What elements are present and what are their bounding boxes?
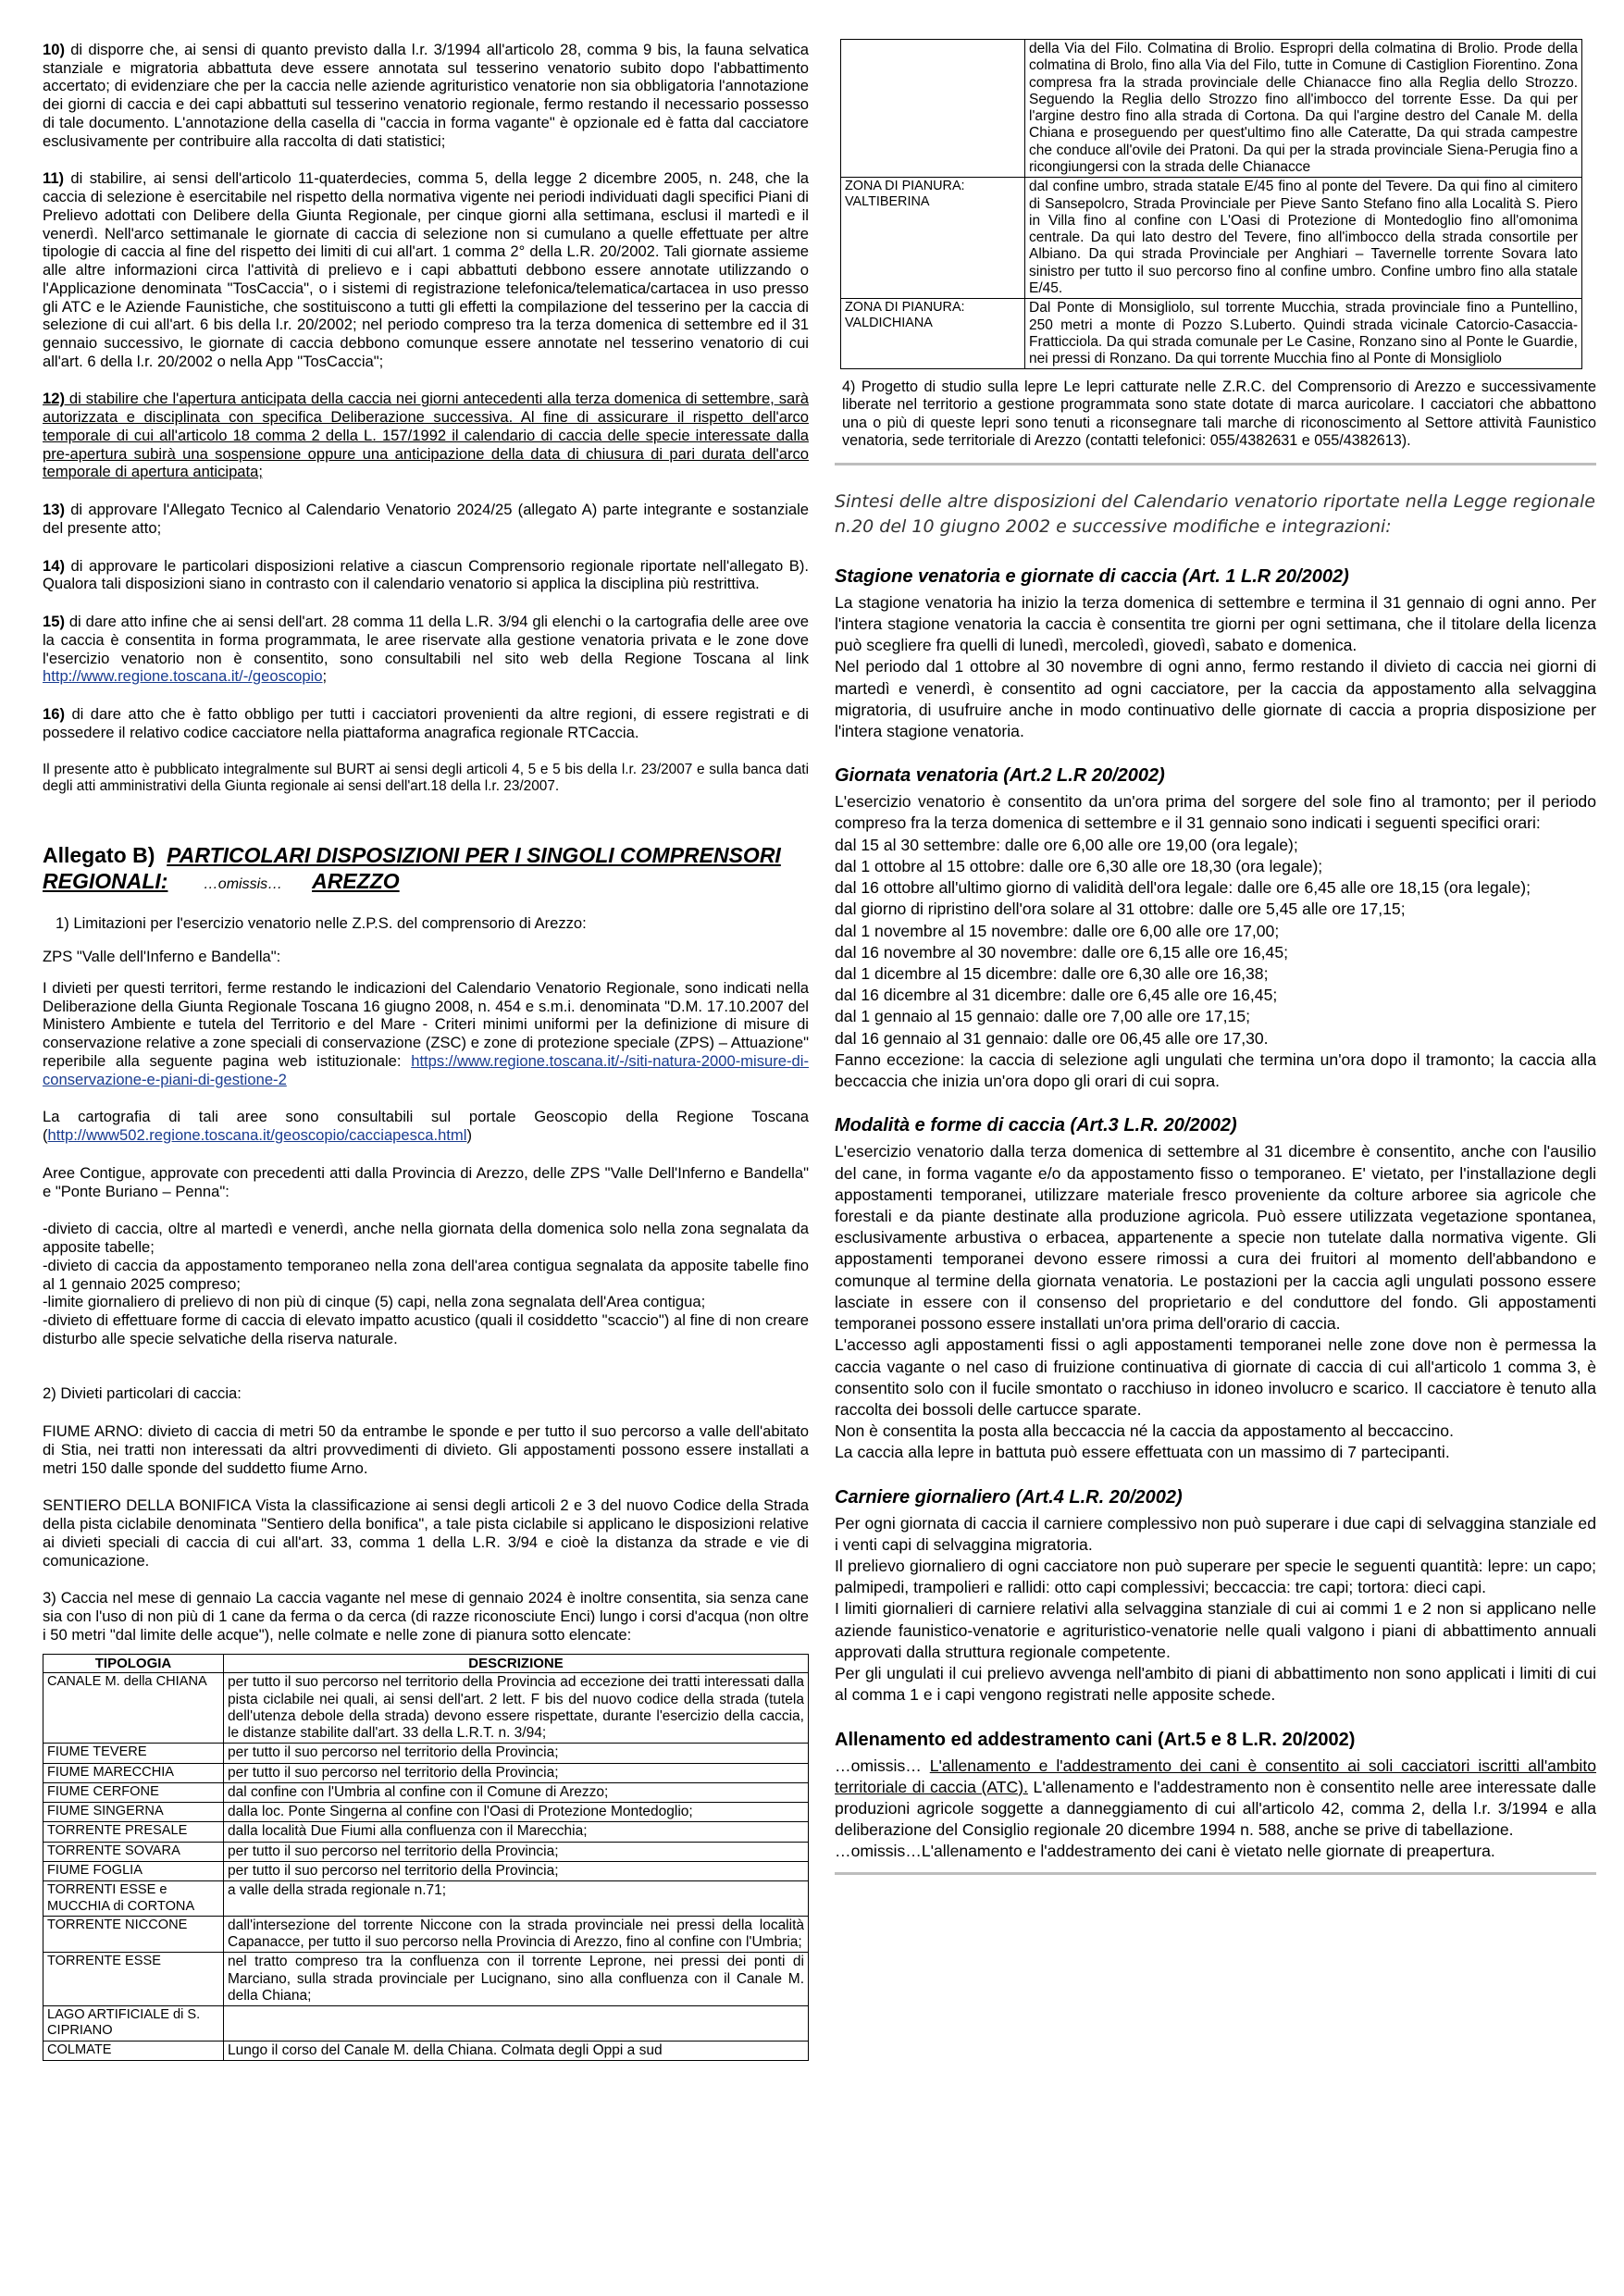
cell-tipologia: ZONA DI PIANURA: VALTIBERINA xyxy=(841,178,1025,299)
table-row xyxy=(841,299,1582,369)
zps-name: ZPS "Valle dell'Inferno e Bandella": xyxy=(43,948,281,966)
cartografia-text: La cartografia di tali aree sono consultabili sul portale Geoscopio della Regione Toscana (http://www502.regione.toscana.it/geoscopio/cacciapesca.html) xyxy=(43,1108,809,1145)
list-item: -divieto di caccia, oltre al martedì e venerdì, anche nella giornata della domenica solo nella zona segnalata da apposite tabelle; xyxy=(43,1220,809,1257)
section-text: I limiti giornalieri di carniere relativi alla selvaggina stanziale di cui ai commi 1 e 2 non si applicano nelle aziende faunistico-venatorie e agrituristico-venatorie nelle quali valgono i piani di abbattimento annuali approvati dalla struttura regionale competente. xyxy=(835,1599,1596,1661)
cell-descrizione: dall'intersezione del torrente Niccone con la strada provinciale nei pressi della località Capanacce, per tutto il suo percorso nella Provincia di Arezzo, fino al confine con l'Umbria; xyxy=(224,1916,809,1953)
cell-descrizione: per tutto il suo percorso nel territorio della Provincia; xyxy=(224,1842,809,1861)
list-item: -limite giornaliero di prelievo di non più di cinque (5) capi, nella zona segnalata dell'Area contigua; xyxy=(43,1293,706,1311)
header-descrizione: DESCRIZIONE xyxy=(224,1654,809,1673)
cell-descrizione: per tutto il suo percorso nel territorio della Provincia ad eccezione dei tratti interessati dalla pista ciclabile nei quali, ai sensi dell'art. 2 lett. F bis del nuovo codice della strada (tutela dell'utenza debole della strada) devono essere rispettate, durante l'esercizio della caccia, le distanze stabilite dall'art. 33 della L.R.T. n. 3/94; xyxy=(224,1673,809,1744)
table-row xyxy=(43,1803,809,1822)
section-text: La stagione venatoria ha inizio la terza domenica di settembre e termina il 31 gennaio di ogni anno. Per l'intera stagione venatoria la caccia è consentita tre giorni per ogni settimana, che il titolare della licenza può scegliere fra quelli di lunedì, mercoledì, giovedì, sabato e domenica. xyxy=(835,592,1596,655)
section-stagione xyxy=(835,565,1596,743)
cell-tipologia: TORRENTE ESSE xyxy=(43,1953,224,2006)
table-row xyxy=(43,2006,809,2041)
divieti-text: I divieti per questi territori, ferme restando le indicazioni del Calendario Venatorio Regionale, sono indicati nella Deliberazione della Giunta Regionale Toscana 16 giugno 2008, n. 454 e s.m.i. denominata "D.M. 17.10.2007 del Ministero Ambiente e tutela del Territorio e del Mare - Criteri minimi uniformi per la definizione di misure di conservazione relative a zone speciali di conservazione (ZSC) e zone di protezione speciale (ZPS) – Attuazione" reperibile alla seguente pagina web istituzionale: https://www.regione.toscana.it/-/siti-natura-2000-misure-di-conservazione-e-piani-di-gestione-2 xyxy=(43,978,809,1088)
section-giornata xyxy=(835,764,1596,1092)
cell-tipologia: FIUME CERFONE xyxy=(43,1782,224,1802)
list-item: -divieto di effettuare forme di caccia di elevato impatto acustico (quali il cosiddetto "scaccio") al fine di non creare disturbo alle specie selvatiche della riserva naturale. xyxy=(43,1311,809,1347)
table-row xyxy=(841,40,1582,178)
table-row xyxy=(43,1782,809,1802)
table-row xyxy=(43,1673,809,1744)
aree-contigue: Aree Contigue, approvate con precedenti atti dalla Provincia di Arezzo, delle ZPS "Valle Dell'Inferno e Bandella" e "Ponte Buriano – Penna": xyxy=(43,1163,809,1200)
table-row xyxy=(43,1862,809,1881)
orario-line: dal 16 gennaio al 31 gennaio: dalle ore 06,45 alle ore 17,30. xyxy=(835,1028,1269,1048)
orario-line: dal giorno di ripristino dell'ora solare al 31 ottobre: dalle ore 5,45 alle ore 17,15; xyxy=(835,900,1406,919)
paragraph-13: 13) di approvare l'Allegato Tecnico al Calendario Venatorio 2024/25 (allegato A) parte integrante e sostanziale del presente atto; xyxy=(43,501,809,537)
section-title: Modalità e forme di caccia (Art.3 L.R. 20/2002) xyxy=(835,1115,1237,1136)
fiume-arno: FIUME ARNO: divieto di caccia di metri 50 da entrambe le sponde e per tutto il suo percorso a valle dell'abitato di Stia, nei tratti non interessati da altri provvedimenti di divieto. Gli appostamenti possono essere installati a metri 150 dalle sponde del suddetto fiume Arno. xyxy=(43,1422,809,1477)
divieti-particolari-heading: 2) Divieti particolari di caccia: xyxy=(43,1384,242,1403)
cell-descrizione: della Via del Filo. Colmatina di Brolio. Espropri della colmatina di Brolio. Prode della colmatina di Brolo, fino alla Via del Filo, tutte in Comune di Castiglion Fiorentino. Zona compresa fra la strada provinciale delle Chianacce fino alla Reglia dello Strozzo. Seguendo la Reglia dello Strozzo fino all'imbocco del torrente Esse. Da qui per l'argine destro fino alla strada di Cortona. Da qui l'argine destro del Canale M. della Chiana e proseguendo per quest'ultimo fino alle Cateratte, Da qui strada campestre che conduce all'ovile dei Pratoni. Da qui per la strada provinciale Siena-Perugia fino a ricongiungersi con la strada delle Chianacce xyxy=(1025,40,1582,178)
divieti-list xyxy=(43,1220,809,1347)
orario-line: L'esercizio venatorio è consentito da un'ora prima del sorgere del sole fino al tramonto; per il periodo compreso fra la terza domenica di settembre e il 31 gennaio sono indicati i seguenti specifici orari: xyxy=(835,792,1596,833)
cell-descrizione: dalla loc. Ponte Singerna al confine con l'Oasi di Protezione Montedoglio; xyxy=(224,1803,809,1822)
cell-descrizione: a valle della strada regionale n.71; xyxy=(224,1881,809,1916)
section-text: Nel periodo dal 1 ottobre al 30 novembre di ogni anno, fermo restando il divieto di caccia nei giorni di martedì e venerdì, è consentito ad ogni cacciatore, per la caccia da appostamento alla selvaggina migratoria, di usufruire anche in modo continuativo delle giornate di caccia a propria disposizione per l'intera stagione venatoria. xyxy=(835,657,1596,741)
cacciapesca-link[interactable]: http://www502.regione.toscana.it/geoscopio/cacciapesca.html xyxy=(47,1126,467,1145)
section-text: L'esercizio venatorio dalla terza domenica di settembre al 31 dicembre è consentito, anche con l'ausilio del cane, in forma vagante e/o da appostamento fisso o temporaneo. E' vietato, per l'installazione degli appostamenti temporanei, utilizzare materiale fresco proveniente da colture arboree sia agricole che forestali e da piante destinate alla produzione agricola. Può essere utilizzata vegetazione spontanea, esclusivamente arbustiva o erbacea, appartenente a specie non tutelate dalla normativa vigente. Gli appostamenti temporanei devono essere rimossi a cura dei fruitori al momento dell'abbandono e comunque al termine della giornata venatoria. Le postazioni per la caccia agli ungulati possono essere lasciate in essere con il consenso del proprietario e del conduttore del fondo. Gli appostamenti temporanei possono essere installati un'ora prima dell'orario di caccia. xyxy=(835,1142,1596,1334)
section-text: Per gli ungulati il cui prelievo avvenga nell'ambito di piani di abbattimento non sono applicati i limiti di cui al comma 1 e i capi vengono registrati nelle apposite schede. xyxy=(835,1664,1596,1705)
paragraph-14: 14) di approvare le particolari disposizioni relative a ciascun Comprensorio regionale riportate nell'allegato B). Qualora tali disposizioni siano in contrasto con il calendario venatorio si applica la disciplina più restrittiva. xyxy=(43,556,809,593)
table-row xyxy=(43,1842,809,1861)
table-row xyxy=(43,1763,809,1782)
caccia-gennaio: 3) Caccia nel mese di gennaio La caccia vagante nel mese di gennaio 2024 è inoltre consentita, sia senza cane sia con l'uso di non più di 1 cane da ferma o da cerca (di razze riconosciute Enci) lungo i corsi d'acqua (non oltre i 50 metri "dal limite delle acque"), nelle colmate e nelle zone di pianura sotto elencate: xyxy=(43,1589,809,1644)
section-text: …omissis…L'allenamento e l'addestramento dei cani è vietato nelle giornate di preapertura. xyxy=(835,1842,1495,1861)
orario-line: dal 15 al 30 settembre: dalle ore 6,00 alle ore 19,00 (ora legale); xyxy=(835,835,1298,854)
zone-table-continued xyxy=(840,39,1582,369)
section-text: L'accesso agli appostamenti fissi o agli appostamenti temporanei nelle zone dove non è permessa la caccia vagante o nel caso di fruizione continuativa di giornate di caccia di cui all'articolo 1 comma 3, è consentito solo con il fucile smontato o racchiuso in idoneo involucro e scarico. Il cacciatore è tenuto alla raccolta dei bossoli delle cartucce sparate. xyxy=(835,1335,1596,1419)
orario-line: dal 1 ottobre al 15 ottobre: dalle ore 6,30 alle ore 18,30 (ora legale); xyxy=(835,856,1323,875)
cell-tipologia: FIUME TEVERE xyxy=(43,1744,224,1763)
cell-descrizione: nel tratto compreso tra la confluenza con il torrente Leprone, nei pressi dei ponti di Marciano, sulla strada provinciale per Lucignano, sino alla confluenza con il Canale M. della Chiana; xyxy=(224,1953,809,2006)
paragraph-12: 12) di stabilire che l'apertura anticipata della caccia nei giorni antecedenti alla terza domenica di settembre, sarà autorizzata e disciplinata con specifica Deliberazione successiva. Al fine di assicurare il rispetto dell'arco temporale di cui all'articolo 18 comma 2 della L. 157/1992 il calendario di caccia delle specie interessate dalla pre-apertura subirà una sospensione oppure una anticipazione della data di chiusura di pari durata dell'arco temporale di apertura anticipata; xyxy=(43,390,809,481)
section-text: Non è consentita la posta alla beccaccia né la caccia da appostamento al beccaccino. xyxy=(835,1421,1454,1441)
paragraph-10: 10) di disporre che, ai sensi di quanto previsto dalla l.r. 3/1994 all'articolo 28, comma 9 bis, la fauna selvatica stanziale e migratoria abbattuta deve essere annotata sul tesserino venatorio subito dopo l'abbattimento accertato; di evidenziare che per la caccia nelle aziende agrituristico venatorie non sia obbligatoria l'annotazione dei giorni di caccia e dei capi abbattuti sul tesserino venatorio regionale, fermo restando il necessario possesso di tale documento. L'annotazione della casella di "caccia in forma vagante" è opzionale ed è fatta dal cacciatore esclusivamente per contribuire alla raccolta di dati statistici; xyxy=(43,41,809,150)
paragraph-15: 15) di dare atto infine che ai sensi dell'art. 28 comma 11 della L.R. 3/94 gli elenchi o la cartografia delle aree ove la caccia è consentita in forma programmata, le aree riservate alla gestione venatoria privata e le zone dove l'esercizio venatorio non è consentito, sono consultabili nel sito web della Regione Toscana al link http://www.regione.toscana.it/-/geoscopio; xyxy=(43,613,809,686)
cell-tipologia xyxy=(841,40,1025,178)
cell-tipologia: FIUME MARECCHIA xyxy=(43,1763,224,1782)
section-text: Il prelievo giornaliero di ogni cacciatore non può superare per specie le seguenti quantità: lepre: un capo; palmipedi, trampolieri e rallidi: otto capi complessivi; beccaccia: tre capi; tortora: dieci capi. xyxy=(835,1557,1596,1597)
cell-tipologia: LAGO ARTIFICIALE di S. CIPRIANO xyxy=(43,2006,224,2041)
cell-descrizione: Dal Ponte di Monsigliolo, sul torrente Mucchia, strada provinciale fino a Puntellino, 250 metri a monte di Pozzo S.Luberto. Quindi strada vicinale Catorcio-Casaccia-Fratticciola. Da qui strada comunale per Le Casine, Ronzano sino al Ponte le Guardie, nei pressi di Ronzano. Da qui torrente Mucchia fino al Ponte di Monsigliolo xyxy=(1025,299,1582,369)
header-tipologia: TIPOLOGIA xyxy=(43,1654,224,1673)
orario-line: dal 1 dicembre al 15 dicembre: dalle ore 6,30 alle ore 16,38; xyxy=(835,964,1269,983)
orario-line: dal 16 novembre al 30 novembre: dalle ore 6,15 alle ore 16,45; xyxy=(835,942,1289,962)
table-row xyxy=(43,1916,809,1953)
table-row xyxy=(43,1744,809,1763)
cell-descrizione: dalla località Due Fiumi alla confluenza con il Marecchia; xyxy=(224,1822,809,1842)
cell-tipologia: TORRENTE NICCONE xyxy=(43,1916,224,1953)
cell-descrizione: Lungo il corso del Canale M. della Chiana. Colmata degli Oppi a sud xyxy=(224,2041,809,2060)
list-item: -divieto di caccia da appostamento temporaneo nella zona dell'area contigua segnalata da apposite tabelle fino al 1 gennaio 2025 compreso; xyxy=(43,1256,809,1293)
cell-tipologia: FIUME FOGLIA xyxy=(43,1862,224,1881)
section-text: Per ogni giornata di caccia il carniere complessivo non può superare i due capi di selvaggina stanziale ed i venti capi di selvaggina migratoria. xyxy=(835,1513,1596,1554)
section-title: Allenamento ed addestramento cani (Art.5 e 8 L.R. 20/2002) xyxy=(835,1729,1356,1750)
orario-line: Fanno eccezione: la caccia di selezione agli ungulati che termina un'ora dopo il tramonto; la caccia alla beccaccia che inizia un'ora dopo gli orari di cui sopra. xyxy=(835,1049,1596,1091)
cell-tipologia: COLMATE xyxy=(43,2041,224,2060)
section-title: Giornata venatoria (Art.2 L.R 20/2002) xyxy=(835,765,1165,787)
cell-tipologia: TORRENTE PRESALE xyxy=(43,1822,224,1842)
cell-descrizione: per tutto il suo percorso nel territorio della Provincia; xyxy=(224,1744,809,1763)
cell-tipologia: FIUME SINGERNA xyxy=(43,1803,224,1822)
section-allenamento xyxy=(835,1729,1596,1863)
orario-line: dal 16 dicembre al 31 dicembre: dalle ore 6,45 alle ore 16,45; xyxy=(835,986,1278,1005)
sintesi-heading: Sintesi delle altre disposizioni del Calendario venatorio riportate nella Legge regionale n.20 del 10 giugno 2002 e successive modifiche e integrazioni: xyxy=(835,490,1595,537)
publication-note: Il presente atto è pubblicato integralmente sul BURT ai sensi degli articoli 4, 5 e 5 bis della l.r. 23/2007 e sulla banca dati degli atti amministrativi della Giunta regionale ai sensi dell'art.18 della l.r. 23/2007. xyxy=(43,761,809,794)
cell-descrizione: per tutto il suo percorso nel territorio della Provincia; xyxy=(224,1763,809,1782)
section-text: La caccia alla lepre in battuta può essere effettuata con un massimo di 7 partecipanti. xyxy=(835,1443,1450,1462)
cell-descrizione xyxy=(224,2006,809,2041)
zone-table xyxy=(43,1654,809,2061)
table-row xyxy=(841,178,1582,299)
divider xyxy=(835,463,1596,465)
left-column xyxy=(43,41,809,2061)
right-column xyxy=(835,39,1596,1875)
divider xyxy=(835,1872,1596,1875)
cell-tipologia: CANALE M. della CHIANA xyxy=(43,1673,224,1744)
allegato-b-title: Allegato B) PARTICOLARI DISPOSIZIONI PER I SINGOLI COMPRENSORI REGIONALI: …omissis… AREZZO xyxy=(43,843,781,893)
sentiero-bonifica: SENTIERO DELLA BONIFICA Vista la classificazione ai sensi degli articoli 2 e 3 del nuovo Codice della Strada della pista ciclabile denominata "Sentiero della bonifica", a tale pista ciclabile si applicano le disposizioni relative ai divieti speciali di caccia di cui all'art. 33, comma 1 della L.R. 3/94 e cioè la distanza da strade e vie di comunicazione. xyxy=(43,1496,809,1570)
cell-tipologia: ZONA DI PIANURA: VALDICHIANA xyxy=(841,299,1025,369)
orario-line: dal 16 ottobre all'ultimo giorno di validità dell'ora legale: dalle ore 6,45 alle ore 18,15 (ora legale); xyxy=(835,878,1531,898)
cell-descrizione: dal confine umbro, strada statale E/45 fino al ponte del Tevere. Da qui fino al cimitero di Sansepolcro, Strada Provinciale per Pieve Santo Stefano fino alla Località S. Piero in Villa fino al confine con L'Oasi di Protezione di Montedoglio fino all'omonima centrale. Da qui lato destro del Tevere, fino all'imbocco della strada consortile per Albiano. Da qui strada Provinciale per Anghiari – Tavernelle torrente Sovara lato sinistro per tutto il suo percorso fino al confine umbro. Confine umbro fino alla statale E/45. xyxy=(1025,178,1582,299)
cell-descrizione: dal confine con l'Umbria al confine con il Comune di Arezzo; xyxy=(224,1782,809,1802)
orario-line: dal 1 novembre al 15 novembre: dalle ore 6,00 alle ore 17,00; xyxy=(835,921,1280,940)
paragraph-11: 11) di stabilire, ai sensi dell'articolo 11-quaterdecies, comma 5, della legge 2 dicembre 2005, n. 248, che la caccia di selezione è esercitabile nel rispetto della normativa vigente nei periodi individuati dagli specifici Piani di Prelievo adottati con Delibere della Giunta Regionale, per cinque giorni alla settimana, esclusi il martedì e il venerdì. Nell'arco settimanale le giornate di caccia di selezione non si cumulano a quelle effettuate per altre tipologie di caccia al fine del rispetto dei limiti di cui all'art. 1 comma 2° della L.R. 20/2002. Tali giornate assieme alle altre informazioni circa l'attività di prelievo e i capi abbattuti debbono essere annotate utilizzando o l'Applicazione denominata "TosCaccia", o i sistemi di registrazione telefonica/telematica/cartacea in uso presso gli ATC e le Aziende Faunistiche, che sostituiscono a tutti gli effetti la compilazione del tesserino per la caccia di selezione di cui all'art. 6 bis della l.r. 20/2002; nel periodo compreso tra la terza domenica di settembre ed il 31 gennaio successivo, le giornate di caccia debbono comunque essere annotate nel tesserino venatorio di cui all'art. 6 della l.r. 20/2002 o nella App "TosCaccia"; xyxy=(43,169,809,370)
geoscopio-link[interactable]: http://www.regione.toscana.it/-/geoscopio xyxy=(43,667,323,686)
section-carniere xyxy=(835,1486,1596,1706)
table-row xyxy=(43,1822,809,1842)
section-title: Carniere giornaliero (Art.4 L.R. 20/2002) xyxy=(835,1486,1183,1508)
paragraph-16: 16) di dare atto che è fatto obbligo per tutti i cacciatori provenienti da altre regioni, di essere registrati e di possedere il relativo codice cacciatore nella piattaforma anagrafica regionale RTCaccia. xyxy=(43,705,809,741)
cell-descrizione: per tutto il suo percorso nel territorio della Provincia; xyxy=(224,1862,809,1881)
section-title: Stagione venatoria e giornate di caccia (Art. 1 L.R 20/2002) xyxy=(835,565,1349,587)
table-row xyxy=(43,1881,809,1916)
section-text: …omissis… L'allenamento e l'addestramento dei cani è consentito ai soli cacciatori iscritti all'ambito territoriale di caccia (ATC). L'allenamento e l'addestramento non è consentito nelle aree interessate dalle produzioni agricole soggette a danneggiamento di cui all'articolo 42, comma 2, della l.r. 3/1994 e alla deliberazione del Consiglio regionale 20 dicembre 1994 n. 588, anche se prive di tabellazione. xyxy=(835,1756,1596,1840)
cell-tipologia: TORRENTI ESSE e MUCCHIA di CORTONA xyxy=(43,1881,224,1916)
table-header-row xyxy=(43,1654,809,1673)
orario-line: dal 1 gennaio al 15 gennaio: dalle ore 7,00 alle ore 17,15; xyxy=(835,1007,1250,1026)
cell-tipologia: TORRENTE SOVARA xyxy=(43,1842,224,1861)
zps-heading: 1) Limitazioni per l'esercizio venatorio nelle Z.P.S. del comprensorio di Arezzo: xyxy=(56,914,587,933)
table-row xyxy=(43,2041,809,2060)
progetto-lepre-note: 4) Progetto di studio sulla lepre Le lepri catturate nelle Z.R.C. del Comprensorio di Arezzo e successivamente liberate nel territorio a gestione programmata sono state dotate di marca auricolare. I cacciatori che abbattono una o più di queste lepri sono tenuti a riconsegnare tali marche di riconoscimento al Settore attività Faunistico venatoria, sede territoriale di Arezzo (contatti telefonici: 055/4382631 e 055/4382613). xyxy=(842,379,1596,449)
section-modalita xyxy=(835,1114,1596,1463)
natura2000-link[interactable]: https://www.regione.toscana.it/-/siti-natura-2000-misure-di-conservazione-e-piani-di-gestione-2 xyxy=(43,1051,809,1088)
table-row xyxy=(43,1953,809,2006)
